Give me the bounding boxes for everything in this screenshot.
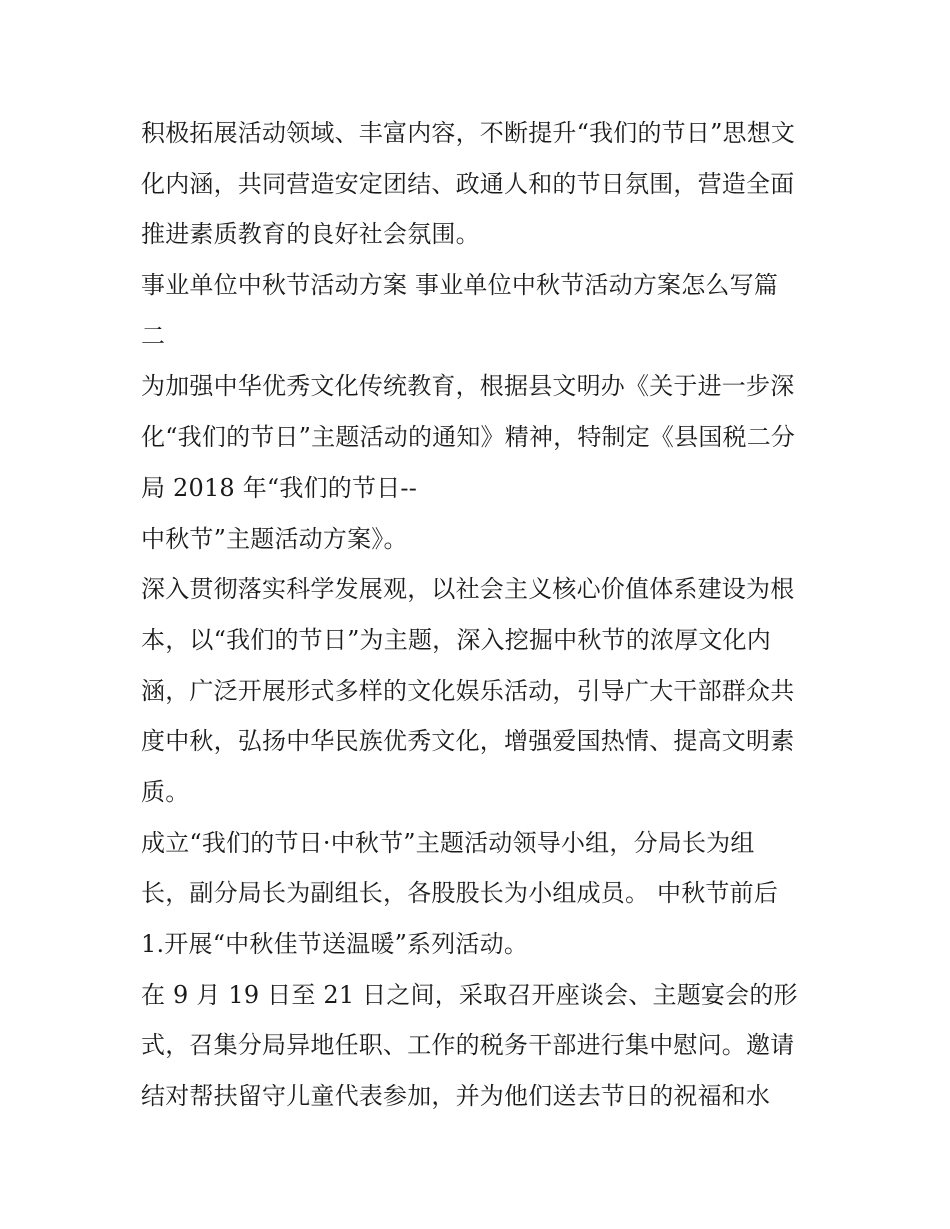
text-line: 为加强中华优秀文化传统教育，根据县文明办《关于进一步深 xyxy=(141,372,795,401)
text-line: 成立“我们的节日·中秋节”主题活动领导小组，分局长为组 xyxy=(141,828,755,857)
text-line: 长，副分局长为副组长，各股股长为小组成员。 中秋节前后 xyxy=(141,879,779,908)
text-line: 积极拓展活动领域、丰富内容，不断提升“我们的节日”思想文 xyxy=(141,119,796,147)
text-line: 中秋节”主题活动方案》。 xyxy=(141,524,408,553)
section-heading-line: 二 xyxy=(141,321,166,350)
text-line: 化“我们的节日”主题活动的通知》精神，特制定《县国税二分 xyxy=(141,423,796,452)
text-line: 在 9 月 19 日至 21 日之间，采取召开座谈会、主题宴会的形 xyxy=(141,980,798,1009)
text-line: 局 2018 年“我们的节日-- xyxy=(141,473,418,502)
text-line: 推进素质教育的良好社会氛围。 xyxy=(141,220,480,249)
text-line: 本，以“我们的节日”为主题，深入挖掘中秋节的浓厚文化内 xyxy=(141,625,771,654)
text-line: 度中秋，弘扬中华民族优秀文化，增强爱国热情、提高文明素 xyxy=(141,727,795,756)
text-line: 结对帮扶留守儿童代表参加，并为他们送去节日的祝福和水 xyxy=(141,1082,771,1111)
text-line: 1.开展“中秋佳节送温暖”系列活动。 xyxy=(141,930,529,958)
text-line: 式，召集分局异地任职、工作的税务干部进行集中慰问。邀请 xyxy=(141,1031,795,1060)
text-line: 质。 xyxy=(141,777,190,806)
text-line: 化内涵，共同营造安定团结、政通人和的节日氛围，营造全面 xyxy=(141,169,795,198)
text-line: 深入贯彻落实科学发展观，以社会主义核心价值体系建设为根 xyxy=(141,575,795,604)
text-line: 涵，广泛开展形式多样的文化娱乐活动，引导广大干部群众共 xyxy=(141,676,795,705)
section-heading-line: 事业单位中秋节活动方案 事业单位中秋节活动方案怎么写篇 xyxy=(141,271,779,300)
document-body xyxy=(141,108,831,1122)
